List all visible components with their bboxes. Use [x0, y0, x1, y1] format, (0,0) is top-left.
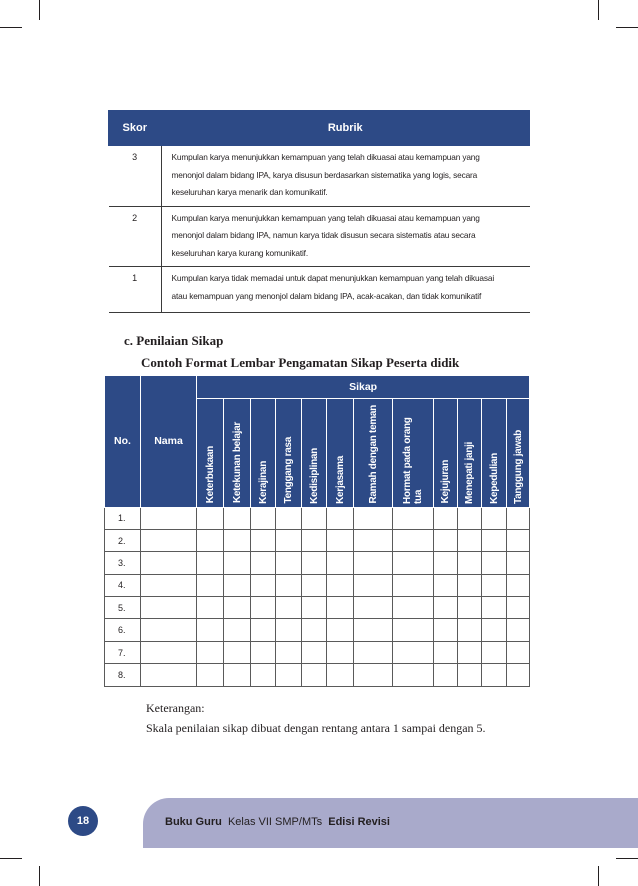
score-cell	[354, 529, 393, 551]
score-cell	[302, 619, 327, 641]
score-cell	[197, 597, 224, 619]
score-cell	[327, 641, 354, 663]
score-cell	[224, 574, 251, 596]
score-cell	[507, 664, 530, 686]
sikap-header-attitude	[507, 399, 530, 508]
attitude-label: Tenggang rasa	[283, 437, 294, 504]
score-cell	[224, 507, 251, 529]
score-cell	[507, 529, 530, 551]
keterangan-label: Keterangan:	[146, 701, 205, 715]
rubric-line: Kumpulan karya menunjukkan kemampuan yang telah dikuasai atau kemampuan yang	[171, 152, 480, 162]
score-cell	[507, 619, 530, 641]
attitude-label: Kerajinan	[257, 460, 269, 504]
sikap-row	[105, 664, 530, 686]
score-cell	[224, 552, 251, 574]
sikap-row	[105, 507, 530, 529]
score-cell	[482, 664, 507, 686]
score-cell	[276, 641, 302, 663]
score-cell	[224, 619, 251, 641]
rubric-header-rubrik: Rubrik	[161, 111, 530, 146]
attitude-label: Keterbukaan	[204, 446, 216, 504]
rubric-row	[109, 146, 530, 207]
score-cell	[251, 574, 276, 596]
sikap-header-nama: Nama	[141, 376, 197, 508]
attitude-label: Tanggung jawab	[512, 429, 524, 504]
attitude-label: Kerjasama	[334, 455, 346, 504]
score-cell	[458, 552, 482, 574]
sikap-row	[105, 552, 530, 574]
score-cell	[251, 664, 276, 686]
score-cell	[354, 552, 393, 574]
section-heading: c. Penilaian Sikap	[124, 333, 224, 348]
footer-edition: Edisi Revisi	[328, 816, 390, 828]
row-number: 1.	[105, 507, 141, 529]
rubric-line: menonjol dalam bidang IPA, namun karya tidak disusun secara sistematis atau secara	[171, 230, 476, 240]
score-cell	[224, 664, 251, 686]
name-cell	[141, 507, 197, 529]
score-cell	[197, 574, 224, 596]
rubric-line: menonjol dalam bidang IPA, karya disusun berdasarkan sistematika yang logis, secara	[171, 169, 478, 180]
score-cell	[276, 507, 302, 529]
score-cell	[434, 574, 458, 596]
row-number: 4.	[105, 574, 141, 596]
score-cell	[482, 507, 507, 529]
crop-mark	[0, 858, 22, 859]
score-cell	[224, 597, 251, 619]
attitude-label: Ramah dengan teman	[367, 405, 379, 504]
rubric-line: atau kemampuan yang menonjol dalam bidang IPA, acak-acakan, dan tidak komunikatif	[171, 290, 482, 301]
score-cell	[327, 664, 354, 686]
sikap-row	[105, 641, 530, 663]
crop-mark	[39, 866, 40, 886]
sikap-row	[105, 597, 530, 619]
score-cell	[393, 641, 434, 663]
score-cell	[276, 619, 302, 641]
rubric-score: 3	[109, 146, 162, 207]
score-cell	[458, 619, 482, 641]
score-cell	[434, 507, 458, 529]
score-cell	[251, 529, 276, 551]
sikap-header-attitude	[434, 399, 458, 508]
score-cell	[393, 529, 434, 551]
rubric-score: 2	[109, 206, 162, 267]
row-number: 3.	[105, 552, 141, 574]
crop-mark	[598, 0, 599, 20]
footer-title	[165, 816, 390, 828]
crop-mark	[598, 866, 599, 886]
score-cell	[327, 597, 354, 619]
score-cell	[276, 664, 302, 686]
score-cell	[434, 664, 458, 686]
score-cell	[251, 641, 276, 663]
rubric-line: keseluruhan karya menarik dan komunikatif.	[171, 187, 328, 197]
name-cell	[141, 641, 197, 663]
rubric-line: Kumpulan karya tidak memadai untuk dapat menunjukkan kemampuan yang telah dikuasai	[171, 273, 495, 283]
score-cell	[482, 641, 507, 663]
score-cell	[393, 664, 434, 686]
score-cell	[276, 597, 302, 619]
score-cell	[482, 574, 507, 596]
score-cell	[302, 664, 327, 686]
attitude-label: Ketekunan belajar	[231, 422, 243, 504]
name-cell	[141, 619, 197, 641]
attitude-label: Hormat pada orang tua	[402, 416, 424, 504]
rubric-table	[108, 110, 530, 313]
score-cell	[197, 552, 224, 574]
score-cell	[251, 552, 276, 574]
attitude-label: Kepedulian	[488, 452, 500, 504]
row-number: 8.	[105, 664, 141, 686]
row-number: 5.	[105, 597, 141, 619]
crop-mark	[616, 27, 638, 28]
score-cell	[251, 597, 276, 619]
name-cell	[141, 664, 197, 686]
score-cell	[458, 529, 482, 551]
footer-book-title: Buku Guru	[165, 816, 222, 828]
sikap-row	[105, 574, 530, 596]
score-cell	[276, 552, 302, 574]
score-cell	[302, 641, 327, 663]
sikap-header-attitude	[302, 399, 327, 508]
name-cell	[141, 552, 197, 574]
score-cell	[482, 597, 507, 619]
row-number: 7.	[105, 641, 141, 663]
score-cell	[327, 529, 354, 551]
score-cell	[434, 597, 458, 619]
score-cell	[327, 619, 354, 641]
score-cell	[327, 574, 354, 596]
sikap-header-group: Sikap	[197, 376, 530, 399]
rubric-score: 1	[109, 267, 162, 313]
score-cell	[251, 507, 276, 529]
sikap-table	[104, 375, 530, 687]
score-cell	[276, 574, 302, 596]
score-cell	[302, 529, 327, 551]
rubric-line: Kumpulan karya menunjukkan kemampuan yang telah dikuasai atau kemampuan yang	[171, 212, 480, 223]
score-cell	[507, 552, 530, 574]
sikap-header-attitude	[251, 399, 276, 508]
crop-mark	[39, 0, 40, 20]
score-cell	[507, 507, 530, 529]
section-subheading: Contoh Format Lembar Pengamatan Sikap Peserta didik	[141, 355, 460, 370]
sikap-header-no: No.	[105, 376, 141, 508]
score-cell	[393, 507, 434, 529]
sikap-header-attitude	[458, 399, 482, 508]
score-cell	[302, 507, 327, 529]
rubric-row	[109, 267, 530, 313]
rubric-line: keseluruhan karya kurang komunikatif.	[171, 247, 308, 258]
footer-class: Kelas VII SMP/MTs	[227, 816, 323, 828]
score-cell	[482, 619, 507, 641]
name-cell	[141, 529, 197, 551]
score-cell	[434, 552, 458, 574]
sikap-header-attitude	[393, 399, 434, 508]
score-cell	[458, 664, 482, 686]
score-cell	[354, 641, 393, 663]
score-cell	[354, 619, 393, 641]
score-cell	[458, 574, 482, 596]
rubric-description	[161, 206, 530, 267]
rubric-description	[161, 146, 530, 207]
crop-mark	[0, 27, 22, 28]
score-cell	[434, 529, 458, 551]
sikap-header-attitude	[482, 399, 507, 508]
score-cell	[354, 664, 393, 686]
sikap-header-attitude	[276, 399, 302, 508]
sikap-header-attitude	[197, 399, 224, 508]
score-cell	[197, 619, 224, 641]
score-cell	[327, 552, 354, 574]
score-cell	[251, 619, 276, 641]
name-cell	[141, 574, 197, 596]
sikap-header-attitude	[354, 399, 393, 508]
row-number: 6.	[105, 619, 141, 641]
score-cell	[507, 597, 530, 619]
score-cell	[482, 552, 507, 574]
attitude-label: Kedisiplinan	[308, 447, 320, 504]
rubric-description	[161, 267, 530, 313]
page-number: 18	[68, 806, 98, 836]
keterangan-text: Skala penilaian sikap dibuat dengan rentang antara 1 sampai dengan 5.	[146, 721, 486, 735]
score-cell	[327, 507, 354, 529]
score-cell	[393, 574, 434, 596]
score-cell	[276, 529, 302, 551]
sikap-row	[105, 529, 530, 551]
score-cell	[393, 552, 434, 574]
score-cell	[393, 619, 434, 641]
rubric-row	[109, 206, 530, 267]
attitude-label: Menepati janji	[464, 441, 475, 504]
score-cell	[434, 619, 458, 641]
rubric-header-skor: Skor	[109, 111, 162, 146]
score-cell	[393, 597, 434, 619]
score-cell	[197, 507, 224, 529]
score-cell	[354, 507, 393, 529]
score-cell	[354, 574, 393, 596]
score-cell	[224, 641, 251, 663]
score-cell	[224, 529, 251, 551]
score-cell	[302, 552, 327, 574]
score-cell	[197, 664, 224, 686]
crop-mark	[616, 858, 638, 859]
score-cell	[197, 641, 224, 663]
score-cell	[302, 597, 327, 619]
score-cell	[434, 641, 458, 663]
score-cell	[458, 507, 482, 529]
score-cell	[197, 529, 224, 551]
score-cell	[507, 641, 530, 663]
score-cell	[458, 641, 482, 663]
name-cell	[141, 597, 197, 619]
score-cell	[458, 597, 482, 619]
score-cell	[354, 597, 393, 619]
score-cell	[302, 574, 327, 596]
sikap-row	[105, 619, 530, 641]
attitude-label: Kejujuran	[440, 460, 451, 504]
sikap-header-attitude	[224, 399, 251, 508]
sikap-header-attitude	[327, 399, 354, 508]
score-cell	[482, 529, 507, 551]
row-number: 2.	[105, 529, 141, 551]
score-cell	[507, 574, 530, 596]
